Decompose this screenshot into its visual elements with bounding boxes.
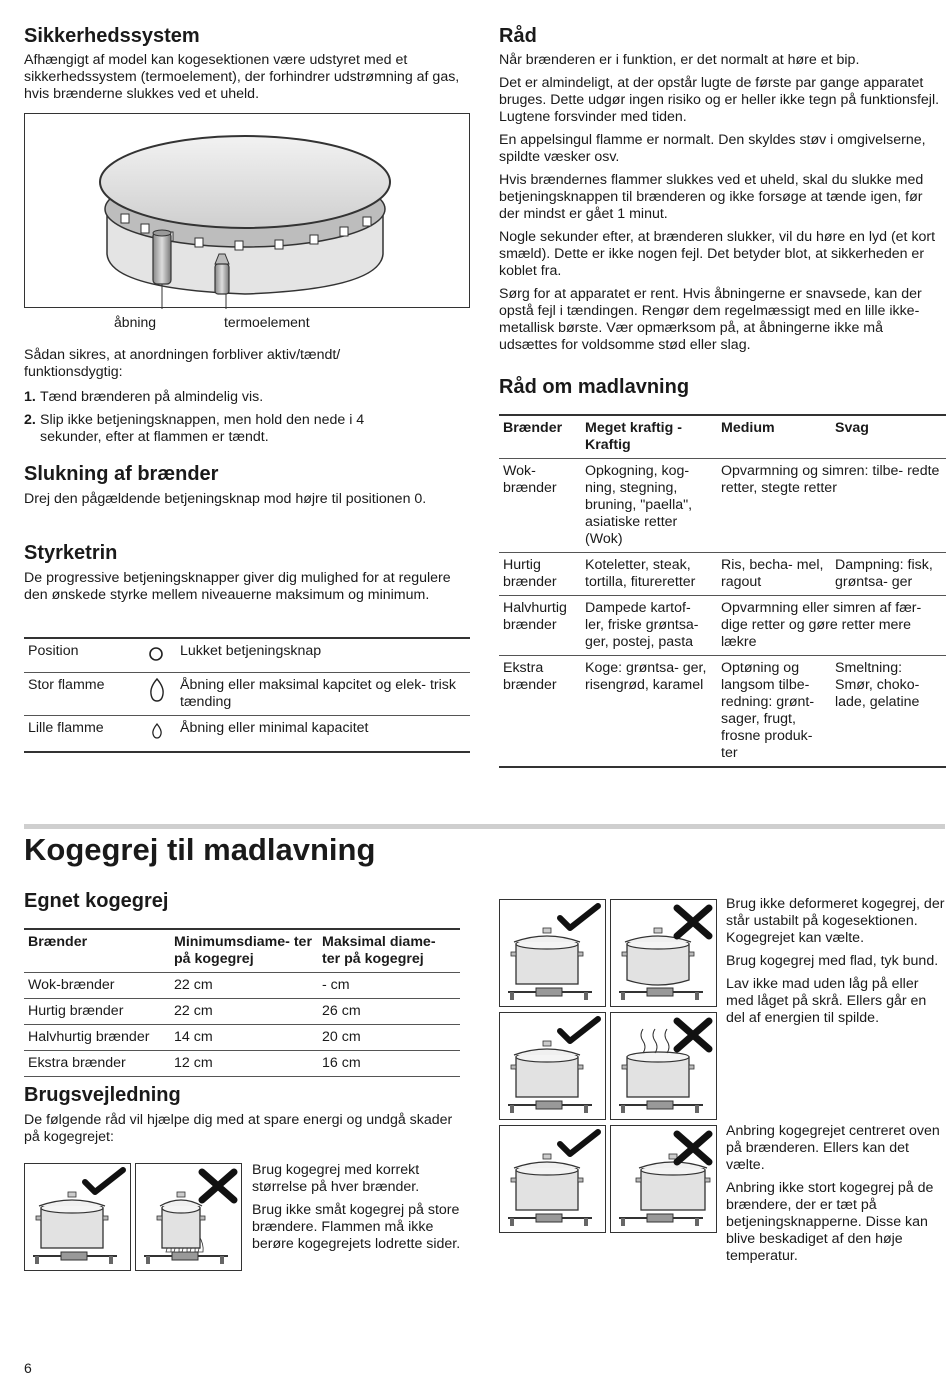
pot-drawing [500, 900, 605, 1006]
burner-cell: Ekstra brænder [503, 660, 557, 693]
desc-cell: Åbning eller minimal kapacitet [180, 720, 369, 736]
pot-off-center-wrong [610, 1125, 717, 1233]
burner-grate [508, 1214, 592, 1226]
advice-paragraphs [499, 52, 945, 360]
position-cell: Lille flamme [28, 720, 104, 736]
advice-para: Når brænderen er i funktion, er det normalt at høre et bip. [499, 52, 860, 68]
right-pair1-text [726, 896, 946, 1033]
suitable-table [24, 928, 460, 1077]
usage-para: Brug kogegrej med flad, tyk bund. [726, 953, 939, 969]
suitable-title: Egnet kogegrej [24, 890, 169, 912]
burner-grate [619, 1214, 703, 1226]
table-row [24, 973, 460, 999]
burner-grate [508, 988, 592, 1000]
pot [36, 1192, 108, 1248]
min-cell: 12 cm [174, 1055, 213, 1071]
pot-drawing [25, 1164, 130, 1270]
check-mark-icon [560, 906, 598, 928]
list-item [24, 412, 424, 446]
usage-title: Brugsvejledning [24, 1084, 181, 1106]
pot [511, 1041, 583, 1097]
cooking-table [499, 414, 946, 768]
pot-too-small-wrong [135, 1163, 242, 1271]
medium-cell: Ris, becha- mel, ragout [721, 557, 824, 590]
pot-centered-ok [499, 1125, 606, 1233]
safety-steps [24, 389, 424, 452]
max-cell: - cm [322, 977, 350, 993]
strong-cell: Koteletter, steak, tortilla, fitureretter [585, 557, 696, 590]
check-mark-icon [560, 1019, 598, 1041]
power-text: De progressive betjeningsknapper giver dig mulighed for at regulere den ønskede styrke mellem niveauerne maksimum og minimum. [24, 570, 451, 603]
pot [511, 928, 583, 984]
weak-cell: Smeltning: Smør, choko- lade, gelatine [835, 660, 920, 710]
strong-cell: Opkogning, kog- ning, stegning, bruning, "paella", asiatiske retter (Wok) [585, 463, 693, 547]
steam [641, 1029, 669, 1053]
label-thermoelement: termoelement [224, 314, 310, 330]
cooking-title: Råd om madlavning [499, 376, 690, 398]
column-header: Maksimal diame- ter på kogegrej [322, 934, 436, 967]
pot [157, 1192, 205, 1248]
section-divider [24, 824, 945, 829]
off-text: Drej den pågældende betjeningsknap mod højre til positionen 0. [24, 491, 427, 507]
burner-cell: Halvhurtig brænder [503, 600, 567, 633]
column-header: Meget kraftig - Kraftig [585, 420, 682, 453]
table-row [24, 638, 470, 673]
list-item [24, 389, 424, 406]
table-header-row [499, 415, 946, 459]
pot-correct-size-ok [24, 1163, 131, 1271]
advice-para: Det er almindeligt, at der opstår lugte de første par gange apparatet bruges. Dette udgør ingen risiko og er heller ikke tegn på funktionsfejl. Lugtene forsvinder med tiden. [499, 75, 940, 125]
min-cell: 14 cm [174, 1029, 213, 1045]
usage-intro: De følgende råd vil hjælpe dig med at spare energi og undgå skader på kogegrejet: [24, 1112, 453, 1145]
pot-drawing [611, 900, 716, 1006]
advice-para: En appelsingul flamme er normalt. Den skyldes støv i omgivelserne, spildte væsker osv. [499, 132, 926, 165]
label-opening: åbning [114, 314, 157, 330]
page-number: 6 [24, 1360, 32, 1376]
burner-cell: Hurtig brænder [28, 1003, 124, 1019]
usage-para: Brug kogegrej med korrekt størrelse på hver brænder. [252, 1162, 420, 1195]
burner-cell: Halvhurtig brænder [28, 1029, 150, 1045]
desc-cell: Åbning eller maksimal kapcitet og elek- trisk tænding [180, 677, 456, 710]
table-row [24, 999, 460, 1025]
column-header: Medium [721, 420, 775, 436]
cross-mark-icon [677, 1021, 709, 1049]
column-header: Brænder [28, 934, 88, 950]
right-pair3-text [726, 1123, 946, 1271]
medium-cell: Optøning og langsom tilbe- redning: grønt- sager, frugt, frosne produk- ter [721, 660, 815, 761]
circle-icon [144, 638, 176, 673]
burner-cell: Wok- brænder [503, 463, 557, 496]
table-row [24, 716, 470, 753]
table-row [499, 459, 946, 553]
check-mark-icon [85, 1170, 123, 1192]
advice-title: Råd [499, 25, 537, 47]
position-cell: Stor flamme [28, 677, 105, 693]
burner-cell: Wok-brænder [28, 977, 115, 993]
step-text: Tænd brænderen på almindelig vis. [40, 389, 264, 405]
desc-cell: Lukket betjeningsknap [180, 643, 322, 659]
step-number: 2. [24, 412, 36, 428]
burner-grate [33, 1252, 117, 1264]
burner-illustration [25, 114, 471, 309]
burner-grate [144, 1252, 228, 1264]
pot [622, 1052, 694, 1097]
table-row [24, 1025, 460, 1051]
column-header: Minimumsdiame- ter på kogegrej [174, 934, 312, 967]
check-mark-icon [560, 1132, 598, 1154]
usage-para: Brug ikke deformeret kogegrej, der står ustabilt på kogesektionen. Kogegrejet kan vælte. [726, 896, 945, 946]
step-number: 1. [24, 389, 36, 405]
safety-intro: Afhængigt af model kan kogesektionen være udstyret med et sikkerhedssystem (termoelement), der forhindrer udstrømning af gas, hvis brænderne slukkes ved et uheld. [24, 52, 460, 102]
table-header-row [24, 929, 460, 973]
pot-drawing [136, 1164, 241, 1270]
usage-pair1-text [252, 1162, 470, 1259]
burner-figure [24, 113, 470, 308]
safety-title: Sikkerhedssystem [24, 25, 200, 47]
burner-cell: Ekstra brænder [28, 1055, 126, 1071]
burner-cell: Hurtig brænder [503, 557, 557, 590]
min-cell: 22 cm [174, 1003, 213, 1019]
off-title: Slukning af brænder [24, 463, 219, 485]
pot [636, 1154, 710, 1210]
usage-para: Lav ikke mad uden låg på eller med låget på skrå. Ellers går en del af energien til spilde. [726, 976, 927, 1026]
cross-mark-icon [677, 908, 709, 936]
column-header: Svag [835, 420, 869, 436]
pot-drawing [611, 1013, 716, 1119]
step-text: Slip ikke betjeningsknappen, men hold den nede i 4 sekunder, efter at flammen er tændt. [40, 412, 365, 445]
table-row [499, 553, 946, 596]
pot-no-lid-wrong [610, 1012, 717, 1120]
medium-weak-cell: Opvarmning eller simren af fær- dige retter og gøre retter mere lækre [721, 600, 922, 650]
pot-flat-ok [499, 899, 606, 1007]
pot-drawing [500, 1126, 605, 1232]
advice-para: Nogle sekunder efter, at brænderen slukker, vil du høre en lyd (et kort smæld). Dette er ikke nogen fejl. Det betyder blot, at sikkerheden er koblet fra. [499, 229, 936, 279]
advice-para: Sørg for at apparatet er rent. Hvis åbningerne er snavsede, kan der opstå fejl i tændingen. Rengør dem regelmæssigt med en lille ikke-metallisk børste. Vær opmærksom på, at åbningerne ikke må udsættes for voldsomme stød eller slag. [499, 286, 922, 353]
table-row [24, 1051, 460, 1077]
power-table [24, 637, 470, 753]
burner-grate [619, 1101, 703, 1113]
column-header: Brænder [503, 420, 563, 436]
pot [622, 928, 694, 985]
cookware-title: Kogegrej til madlavning [24, 832, 376, 867]
min-cell: 22 cm [174, 977, 213, 993]
power-title: Styrketrin [24, 542, 118, 564]
max-cell: 16 cm [322, 1055, 361, 1071]
strong-cell: Dampede kartof- ler, friske grøntsa- ger, postej, pasta [585, 600, 699, 650]
large-flame-icon [144, 673, 176, 716]
small-flame-icon [144, 716, 176, 753]
advice-para: Hvis brændernes flammer slukkes ved et uheld, skal du slukke med betjeningsknappen til brænderen og ikke forsøge at tænde igen, før der mindst er gået 1 minut. [499, 172, 924, 222]
pot-drawing [500, 1013, 605, 1119]
table-row [499, 656, 946, 768]
weak-cell: Dampning: fisk, grøntsa- ger [835, 557, 933, 590]
table-row [499, 596, 946, 656]
usage-para: Anbring kogegrejet centreret oven på brænderen. Ellers kan det vælte. [726, 1123, 940, 1173]
usage-para: Anbring ikke stort kogegrej på de brændere, der er tæt på betjeningsknapperne. Disse kan blive beskadiget af den høje temperatur. [726, 1180, 934, 1264]
max-cell: 26 cm [322, 1003, 361, 1019]
cross-mark-icon [202, 1172, 234, 1200]
strong-cell: Koge: grøntsa- ger, risengrød, karamel [585, 660, 707, 693]
max-cell: 20 cm [322, 1029, 361, 1045]
medium-weak-cell: Opvarmning og simren: tilbe- redte retter, stegte retter [721, 463, 940, 496]
pot-drawing [611, 1126, 716, 1232]
cross-mark-icon [677, 1134, 709, 1162]
table-row [24, 673, 470, 716]
burner-grate [508, 1101, 592, 1113]
pot-deformed-wrong [610, 899, 717, 1007]
position-cell: Position [28, 643, 79, 659]
pot-lid-ok [499, 1012, 606, 1120]
usage-para: Brug ikke småt kogegrej på store brændere. Flammen må ikke berøre kogegrejets lodrette sider. [252, 1202, 461, 1252]
burner-grate [619, 988, 703, 1000]
safety-how: Sådan sikres, at anordningen forbliver aktiv/tændt/ funktionsdygtig: [24, 347, 341, 380]
pot [511, 1154, 583, 1210]
